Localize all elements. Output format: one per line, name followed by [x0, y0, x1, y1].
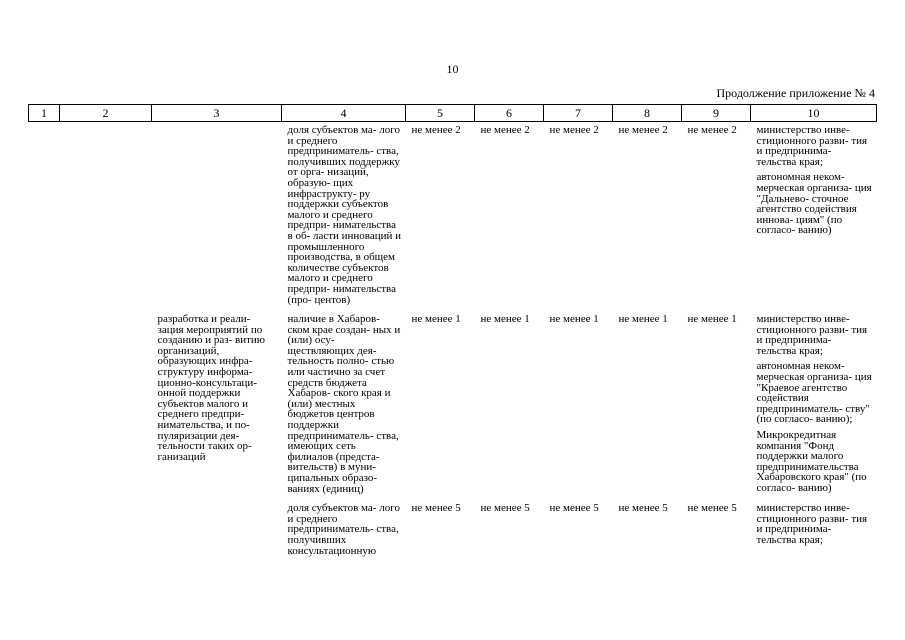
page-number: 10 [446, 62, 459, 76]
value-cell: не менее 1 [549, 313, 599, 326]
value-cell: не менее 2 [687, 124, 737, 136]
executor-entry: министерство инве- стиционного разви- тия и предпринима- тельства края; [756, 313, 868, 357]
table-row [29, 311, 877, 500]
column-header: 1 [29, 105, 60, 122]
value-cell: не менее 2 [480, 124, 530, 136]
executor-entry: автономная неком- мерческая организа- ция "Дальнево- сточное агентство содействия иннова- циям" (по согласо- ванию) [756, 171, 872, 237]
column-header: 10 [751, 105, 877, 122]
column-header: 6 [475, 105, 544, 122]
value-cell: не менее 5 [618, 502, 668, 515]
value-cell: не менее 2 [411, 124, 461, 136]
column-header: 9 [682, 105, 751, 122]
column-header: 8 [613, 105, 682, 122]
column-header: 3 [152, 105, 282, 122]
value-cell: не менее 1 [618, 313, 668, 326]
executor-entry: министерство инве- стиционного разви- тия и предпринима- тельства края; [756, 124, 868, 168]
measure-cell [152, 122, 282, 312]
table-row [29, 122, 877, 312]
executor-entry: автономная неком- мерческая организа- ция "Краевое агентство содействия предприниматель- ству" (по согласо- ванию); [756, 360, 872, 426]
value-cell: не менее 2 [549, 124, 599, 136]
value-cell: не менее 2 [618, 124, 668, 136]
executor-cell [751, 311, 877, 500]
value-cell: не менее 5 [480, 502, 530, 515]
executor-cell [751, 500, 877, 562]
table-row [29, 500, 877, 562]
value-cell: не менее 1 [480, 313, 530, 326]
value-cell: не менее 1 [687, 313, 737, 326]
measure-cell [152, 500, 282, 562]
indicator-cell: доля субъектов ма- лого и среднего предприниматель- ства, получивших консультационную [287, 502, 400, 557]
indicator-cell: доля субъектов ма- лого и среднего предприниматель- ства, получивших поддержку от орга- низаций, образую- щих инфраструкту- ру поддержки субъектов малого и среднего предпри- нимательства в об- ласти инноваций и промышленного производства, в общем количестве субъектов малого и среднего предпри- нимательства (про- центов) [287, 124, 402, 306]
executor-entry: министерство инве- стиционного разви- тия и предпринима- тельства края; [756, 502, 868, 546]
value-cell: не менее 1 [411, 313, 461, 326]
column-header: 2 [60, 105, 152, 122]
executor-cell [751, 122, 877, 312]
indicator-cell: наличие в Хабаров- ском крае создан- ных и (или) осу- ществляющих дея- тельность полно- стью или частично за счет средств бюджета Хабаров- ского края и (или) местных бюджетов центров поддержки предприниматель- ства, имеющих сеть филиалов (предста- вительств) в муни- ципальных образо- ваниях (единиц) [287, 313, 401, 495]
measure-cell: разработка и реали- зация мероприятий по созданию и раз- витию организаций, образующих инфра- структуру информа- ционно-консультаци- онной поддержки субъектов малого и среднего предпри- нимательства, и по- пуляризации дея- тельности таких ор- ганизаций [157, 313, 266, 463]
appendix-table [28, 104, 877, 562]
executor-entry: Микрокредитная компания "Фонд поддержки малого предпринимательства Хабаровского края" (по согласо- ванию) [756, 429, 867, 494]
value-cell: не менее 5 [549, 502, 599, 515]
value-cell: не менее 5 [411, 502, 461, 515]
column-number-row [29, 105, 877, 122]
column-header: 7 [544, 105, 613, 122]
continuation-label: Продолжение приложение № 4 [716, 86, 875, 100]
column-header: 4 [282, 105, 406, 122]
column-header: 5 [406, 105, 475, 122]
value-cell: не менее 5 [687, 502, 737, 515]
